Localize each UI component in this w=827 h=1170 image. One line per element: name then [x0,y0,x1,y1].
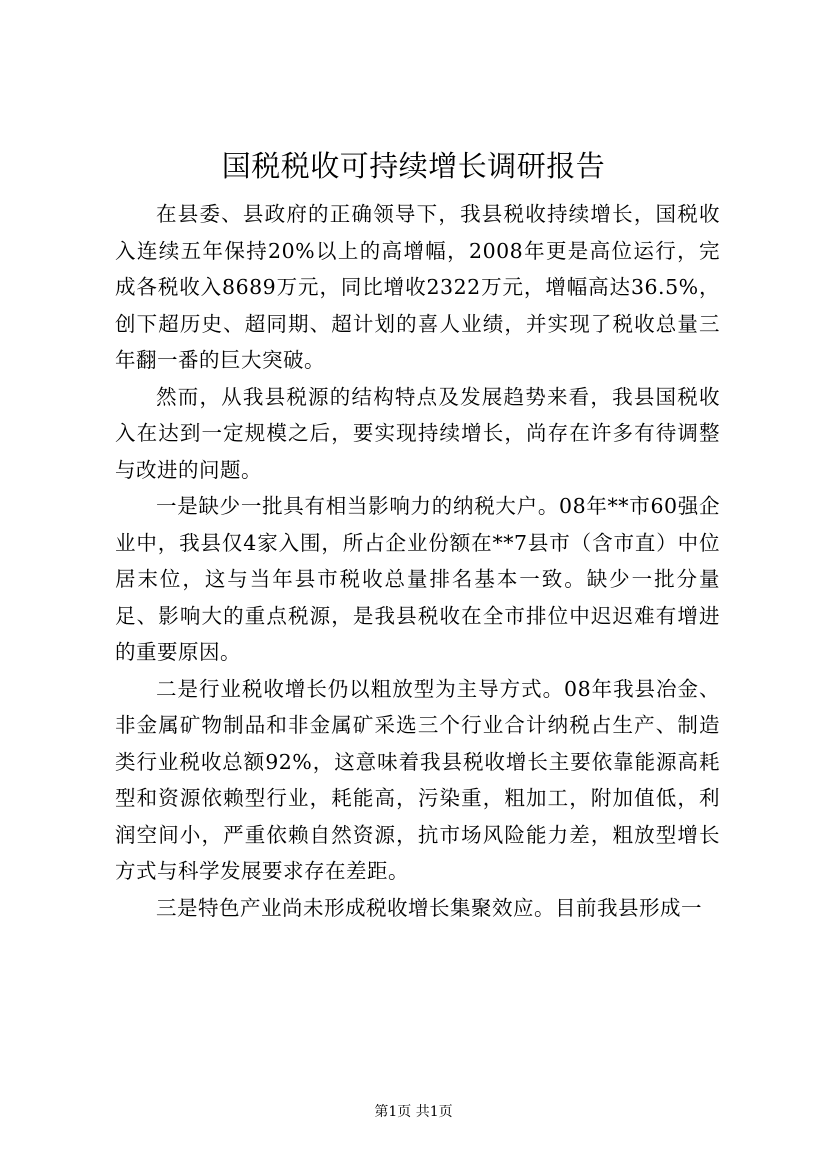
paragraph-point-three: 三是特色产业尚未形成税收增长集聚效应。目前我县形成一 [156,895,702,920]
paragraph-intro: 在县委、县政府的正确领导下，我县税收持续增长，国税收入连续五年保持20%以上的高增幅，2008年更是高位运行，完成各税收入8689万元，同比增收2322万元，增幅高达36.5%，创下超历史、超同期、超计划的喜人业绩，并实现了税收总量三年翻一番的巨大突破。 [115,202,720,372]
paragraph-point-one: 一是缺少一批具有相当影响力的纳税大户。08年**市60强企业中，我县仅4家入围，所占企业份额在**7县市（含市直）中位居末位，这与当年县市税收总量排名基本一致。缺少一批分量足、影响大的重点税源，是我县税收在全市排位中迟迟难有增进的重要原因。 [115,494,720,664]
page-number-footer: 第1页 共1页 [374,1104,453,1120]
document-title: 国税税收可持续增长调研报告 [221,149,606,183]
paragraph-problems: 然而，从我县税源的结构特点及发展趋势来看，我县国税收入在达到一定规模之后，要实现持续增长，尚存在许多有待调整与改进的问题。 [115,384,720,482]
paragraph-point-two: 二是行业税收增长仍以粗放型为主导方式。08年我县冶金、非金属矿物制品和非金属矿采选三个行业合计纳税占生产、制造类行业税收总额92%，这意味着我县税收增长主要依靠能源高耗型和资源依赖型行业，耗能高，污染重，粗加工，附加值低，利润空间小，严重依赖自然资源，抗市场风险能力差，粗放型增长方式与科学发展要求存在差距。 [115,676,720,883]
document-body [115,196,720,926]
